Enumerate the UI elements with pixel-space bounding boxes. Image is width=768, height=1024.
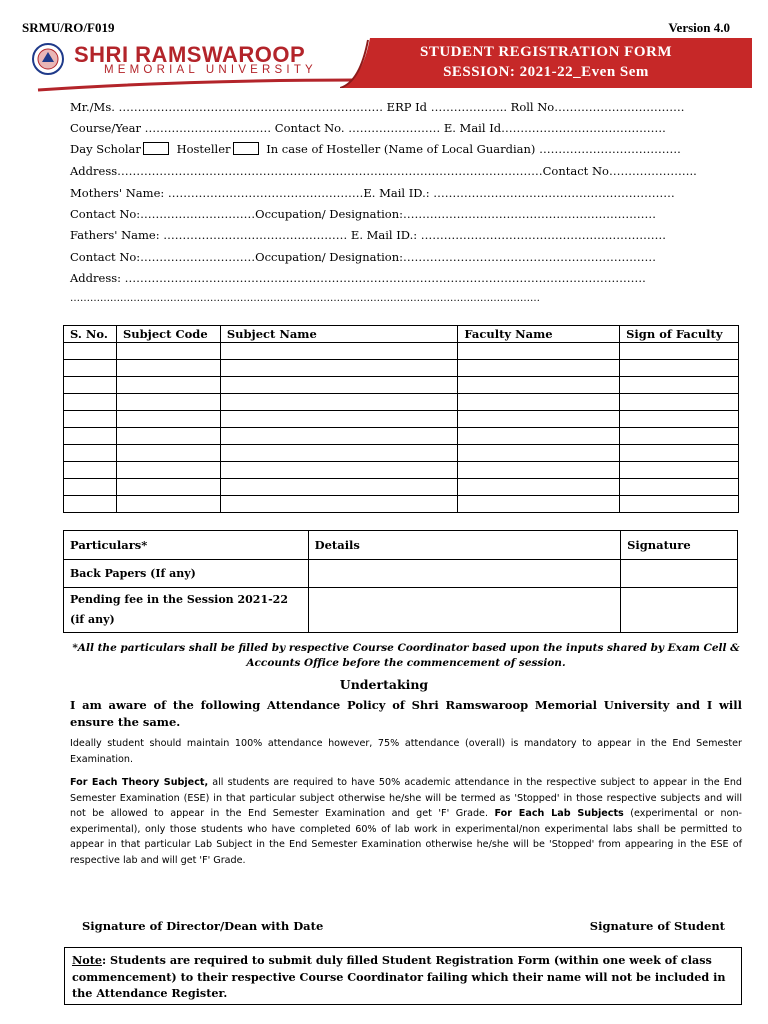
subject-cell[interactable] [64, 394, 117, 411]
day-scholar-checkbox[interactable] [143, 142, 169, 155]
particulars-table [63, 530, 738, 633]
residence-line[interactable] [70, 142, 681, 156]
subject-cell[interactable] [620, 377, 739, 394]
subject-cell[interactable] [116, 343, 220, 360]
table-row [64, 343, 739, 360]
subject-cell[interactable] [458, 462, 620, 479]
pending-fee-label [64, 588, 309, 633]
document-code: SRMU/RO/F019 [22, 20, 115, 35]
student-signature-label: Signature of Student [589, 919, 725, 933]
subjects-table [63, 325, 739, 513]
subjects-header-row [64, 326, 739, 343]
subject-cell[interactable] [116, 496, 220, 513]
pending-fee-line2: (if any) [70, 613, 115, 626]
subject-cell[interactable] [620, 394, 739, 411]
table-row [64, 496, 739, 513]
form-title: STUDENT REGISTRATION FORM [420, 44, 672, 60]
back-papers-label: Back Papers (If any) [64, 560, 309, 588]
subject-cell[interactable] [620, 411, 739, 428]
session-title: SESSION: 2021-22_Even Sem [443, 64, 649, 80]
address-line[interactable]: Address…………………………………………………………………………………………………Contact No………………….. [70, 164, 697, 178]
version-label: Version 4.0 [668, 20, 730, 35]
subject-cell[interactable] [116, 411, 220, 428]
address-continuation-line[interactable]: …………………………………………………………………………………………………………………………… [70, 293, 540, 304]
subject-cell[interactable] [64, 462, 117, 479]
back-papers-details-cell[interactable] [308, 560, 620, 588]
table-row [64, 428, 739, 445]
lab-subject-heading: For Each Lab Subjects [494, 808, 624, 820]
mother-contact-line[interactable]: Contact No:…………………………Occupation/ Designation:………………………………………………………… [70, 207, 657, 221]
subject-cell[interactable] [64, 479, 117, 496]
subject-cell[interactable] [620, 479, 739, 496]
subject-cell[interactable] [116, 377, 220, 394]
note-box [64, 947, 742, 1005]
subject-cell[interactable] [116, 394, 220, 411]
col-sno: S. No. [64, 326, 117, 343]
subject-cell[interactable] [220, 360, 458, 377]
table-row [64, 411, 739, 428]
pending-fee-signature-cell[interactable] [621, 588, 738, 633]
table-row [64, 445, 739, 462]
table-row [64, 377, 739, 394]
particulars-footnote: *All the particulars shall be filled by respective Course Coordinator based upon the inputs shared by Exam Cell & Accounts Office before the commencement of session. [72, 642, 740, 669]
subject-cell[interactable] [220, 411, 458, 428]
subject-cell[interactable] [220, 479, 458, 496]
subject-cell[interactable] [458, 360, 620, 377]
subject-attendance-paragraph [70, 775, 742, 869]
theory-subject-heading: For Each Theory Subject, [70, 777, 209, 788]
subject-cell[interactable] [116, 462, 220, 479]
col-signature: Signature [621, 531, 738, 560]
subject-cell[interactable] [458, 445, 620, 462]
guardian-label: In case of Hosteller (Name of Local Guardian) ………………………………. [266, 142, 681, 156]
course-line[interactable]: Course/Year …………………………… Contact No. …………………… E. Mail Id……………………………………. [70, 121, 666, 135]
subject-cell[interactable] [620, 343, 739, 360]
subject-cell[interactable] [220, 496, 458, 513]
subject-cell[interactable] [620, 428, 739, 445]
subject-cell[interactable] [64, 496, 117, 513]
subject-cell[interactable] [458, 343, 620, 360]
subject-cell[interactable] [620, 445, 739, 462]
subject-cell[interactable] [458, 428, 620, 445]
director-signature-label: Signature of Director/Dean with Date [82, 919, 324, 933]
col-particulars: Particulars* [64, 531, 309, 560]
subject-cell[interactable] [64, 428, 117, 445]
table-row [64, 394, 739, 411]
hosteller-label: Hosteller [176, 142, 231, 156]
hosteller-checkbox[interactable] [233, 142, 259, 155]
subject-cell[interactable] [220, 394, 458, 411]
table-row [64, 360, 739, 377]
subject-cell[interactable] [64, 360, 117, 377]
subject-cell[interactable] [64, 377, 117, 394]
theory-subject-text: all students are required to have 50% academic attendance in the respective subject to appear in the End Semester Examination (ESE) in that particular subject otherwise he/she will be termed as 'Stopped' in those respective subjects and will not be allowed to appear in the End Semester Examination and get 'F' Grade. [70, 777, 742, 820]
university-seal-icon [32, 42, 64, 76]
table-row [64, 560, 738, 588]
table-row [64, 479, 739, 496]
attendance-policy-paragraph: Ideally student should maintain 100% attendance however, 75% attendance (overall) is mandatory to appear in the End Semester Examination. [70, 738, 742, 765]
subject-cell[interactable] [220, 445, 458, 462]
subject-cell[interactable] [620, 462, 739, 479]
subject-cell[interactable] [116, 360, 220, 377]
subject-cell[interactable] [220, 462, 458, 479]
col-faculty-name: Faculty Name [458, 326, 620, 343]
note-text: : Students are required to submit duly filled Student Registration Form (within one week of class commencement) to their respective Course Coordinator failing which their name will not be included in the Attendance Register. [72, 953, 726, 1000]
subject-cell[interactable] [116, 445, 220, 462]
undertaking-heading: Undertaking [339, 677, 429, 692]
permanent-address-line[interactable]: Address: ………………………………………………………………………………………………………………………. [70, 271, 646, 285]
subject-cell[interactable] [458, 411, 620, 428]
col-subject-name: Subject Name [220, 326, 458, 343]
subject-cell[interactable] [64, 411, 117, 428]
subject-cell[interactable] [64, 445, 117, 462]
subject-cell[interactable] [116, 479, 220, 496]
university-name: SHRI RAMSWAROOP [74, 42, 306, 67]
lab-subject-text: (experimental or non-experimental), only those students who have completed 60% of lab work in experimental/non experimental labs shall be permitted to appear in that particular Lab Subject in the End Semester Examination otherwise he/she will be 'Stopped' from appearing in the ESE of respective lab and will get 'F' Grade. [70, 808, 742, 866]
col-details: Details [308, 531, 620, 560]
col-subject-code: Subject Code [116, 326, 220, 343]
pending-fee-line1: Pending fee in the Session 2021-22 [70, 593, 288, 606]
pending-fee-details-cell[interactable] [308, 588, 620, 633]
father-contact-line[interactable]: Contact No:…………………………Occupation/ Designation:………………………………………………………… [70, 250, 657, 264]
particulars-header-row [64, 531, 738, 560]
subject-cell[interactable] [458, 479, 620, 496]
table-row [64, 588, 738, 633]
subject-cell[interactable] [458, 377, 620, 394]
subject-cell[interactable] [116, 428, 220, 445]
undertaking-lead: I am aware of the following Attendance Policy of Shri Ramswaroop Memorial University and I will ensure the same. [70, 698, 742, 729]
subject-cell[interactable] [220, 343, 458, 360]
back-papers-signature-cell[interactable] [621, 560, 738, 588]
subject-cell[interactable] [458, 496, 620, 513]
table-row [64, 462, 739, 479]
name-line[interactable]: Mr./Ms. …………………………………………………………… ERP Id ……………….. Roll No……………………………. [70, 100, 685, 114]
subject-cell[interactable] [220, 377, 458, 394]
father-line[interactable]: Fathers' Name: ………………………………………… E. Mail ID.: ………………………………………………………. [70, 228, 666, 242]
subject-cell[interactable] [458, 394, 620, 411]
mother-line[interactable]: Mothers' Name: ……………………………………………E. Mail ID.: ……………………………………………………… [70, 186, 675, 200]
note-label: Note [72, 953, 102, 967]
subject-cell[interactable] [620, 496, 739, 513]
col-faculty-sign: Sign of Faculty [620, 326, 739, 343]
subject-cell[interactable] [220, 428, 458, 445]
subject-cell[interactable] [620, 360, 739, 377]
subject-cell[interactable] [64, 343, 117, 360]
university-subname: MEMORIAL UNIVERSITY [104, 64, 317, 76]
day-scholar-label: Day Scholar [70, 142, 141, 156]
